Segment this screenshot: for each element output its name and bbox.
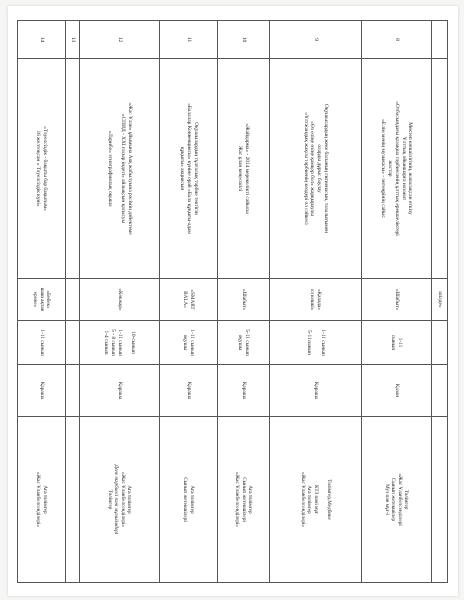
grades-cell: 10-сынып 1-11 сынып 5 - 8 сынып 1-4 сынып: [80, 321, 160, 365]
row-number: 11: [160, 21, 218, 59]
row-number: 14: [18, 21, 66, 59]
venue-cell: «Көкжар»: [80, 279, 160, 321]
table-row: [218, 21, 270, 583]
date-cell: [66, 365, 80, 417]
venue-cell: [66, 279, 80, 321]
venue-cell: шілде»: [432, 279, 448, 321]
responsible-cell: Аға тәлімгер «Жас Ұланбелсенділері»: [18, 417, 66, 583]
responsible-cell: Аға тәлімгер Сынып жетекшілері: [160, 417, 218, 583]
table-row: [270, 21, 362, 583]
grades-cell: 5-11 сынып оқушы: [218, 321, 270, 365]
row-number: 10: [218, 21, 270, 59]
date-cell: Қараша: [218, 365, 270, 417]
date-cell: Қараша: [80, 365, 160, 417]
row-number: 12: [80, 21, 160, 59]
responsible-cell: [66, 417, 80, 583]
table-row: [362, 21, 432, 583]
date-cell: Қараша: [270, 365, 362, 417]
table-row: [80, 21, 160, 583]
venue-cell: «Бөбек» шаш ақтан ереже»: [18, 279, 66, 321]
document-page: [8, 6, 458, 596]
event-cell: «Жайдарма» - 2014 мерекелікті сайысы Жас ұлан кеңесшілі: [218, 59, 270, 279]
event-cell: Оқушылардың тұлғалық тәрбие тектігін «Балалар Конвенциясы» күніне орай «Бала құқығы-адам құқығы» акциясын: [160, 59, 218, 279]
responsible-cell: Тәлімгер «Жас Ұланбелсенділері Сынып жетекшілер Муз пән мұғ-і: [362, 417, 432, 583]
row-number: 13: [66, 21, 80, 59]
responsible-cell: Аға тәлімгер «Жас Ұланбелсенділері» Дене тәрбиесі пәні мұғалімдері Тәлімгер: [80, 417, 160, 583]
date-cell: Қараша: [18, 365, 66, 417]
rotated-table-container: [18, 20, 448, 582]
table-row: [66, 21, 80, 583]
row-number: 9: [270, 21, 362, 59]
date-cell: Қазан: [362, 365, 432, 417]
event-cell: Оқушылардың жеке басының гигиенасын, тазалығымен оларды дұрыс баулау «Өз еліңе өзіңе қамқор бол» жарқыраулы «Ұлтжандық жақсы тәрбиенің көздері ол сәйкесі: [270, 59, 362, 279]
venue-cell: «Шабыт»: [218, 279, 270, 321]
responsible-cell: Тәлімгер,Медбике КТЗ пәні мұғ Аға тәлімгер «Жас Ұланбелсенділері»: [270, 417, 362, 583]
row-number: 8: [362, 21, 432, 59]
event-cell: «Жас Ұлан» ұйымына Аяқ жабылуына рәсімін дәйектеме «СПИД - XXI ғасыр індеті» айлықсын қатысуы «Ларибо» этнографиялық оқыша: [80, 59, 160, 279]
table-row: [18, 21, 66, 583]
grades-cell: 1-11 сынып оқушы: [160, 321, 218, 365]
venue-cell: «Қалада» ол кешкі»: [270, 279, 362, 321]
grades-cell: 1-11 сынып: [362, 321, 432, 365]
table-row: [160, 21, 218, 583]
venue-cell: «SMART BALA»: [160, 279, 218, 321]
table-row-fragment: [432, 21, 448, 583]
event-cell: [66, 59, 80, 279]
event-cell: «Тәуелсіздік - бақыты бар бақытым» 16 желтоқсан « Тәуелсіздік күні»: [18, 59, 66, 279]
grades-cell: [66, 321, 80, 365]
events-table: [17, 20, 448, 583]
grades-cell: 1-11 сынып 5-11сынып: [270, 321, 362, 365]
venue-cell: «Шабыт»: [362, 279, 432, 321]
event-cell: Мектеп көпшілігінің, жапалақсан өткізу Ұлттық ойыншарға назанат «Отбасындағы қазақша тәрбиеленің ұлттық ерекшеліктері жастар «Елім менің музыкасы» - әнтеңрінің сайыс: [362, 59, 432, 279]
responsible-cell: Аға тәлімгер Сынып жетекшілері «Жас Ұланбелсенділері»: [218, 417, 270, 583]
date-cell: Қараша: [160, 365, 218, 417]
grades-cell: 1-11 сынып: [18, 321, 66, 365]
